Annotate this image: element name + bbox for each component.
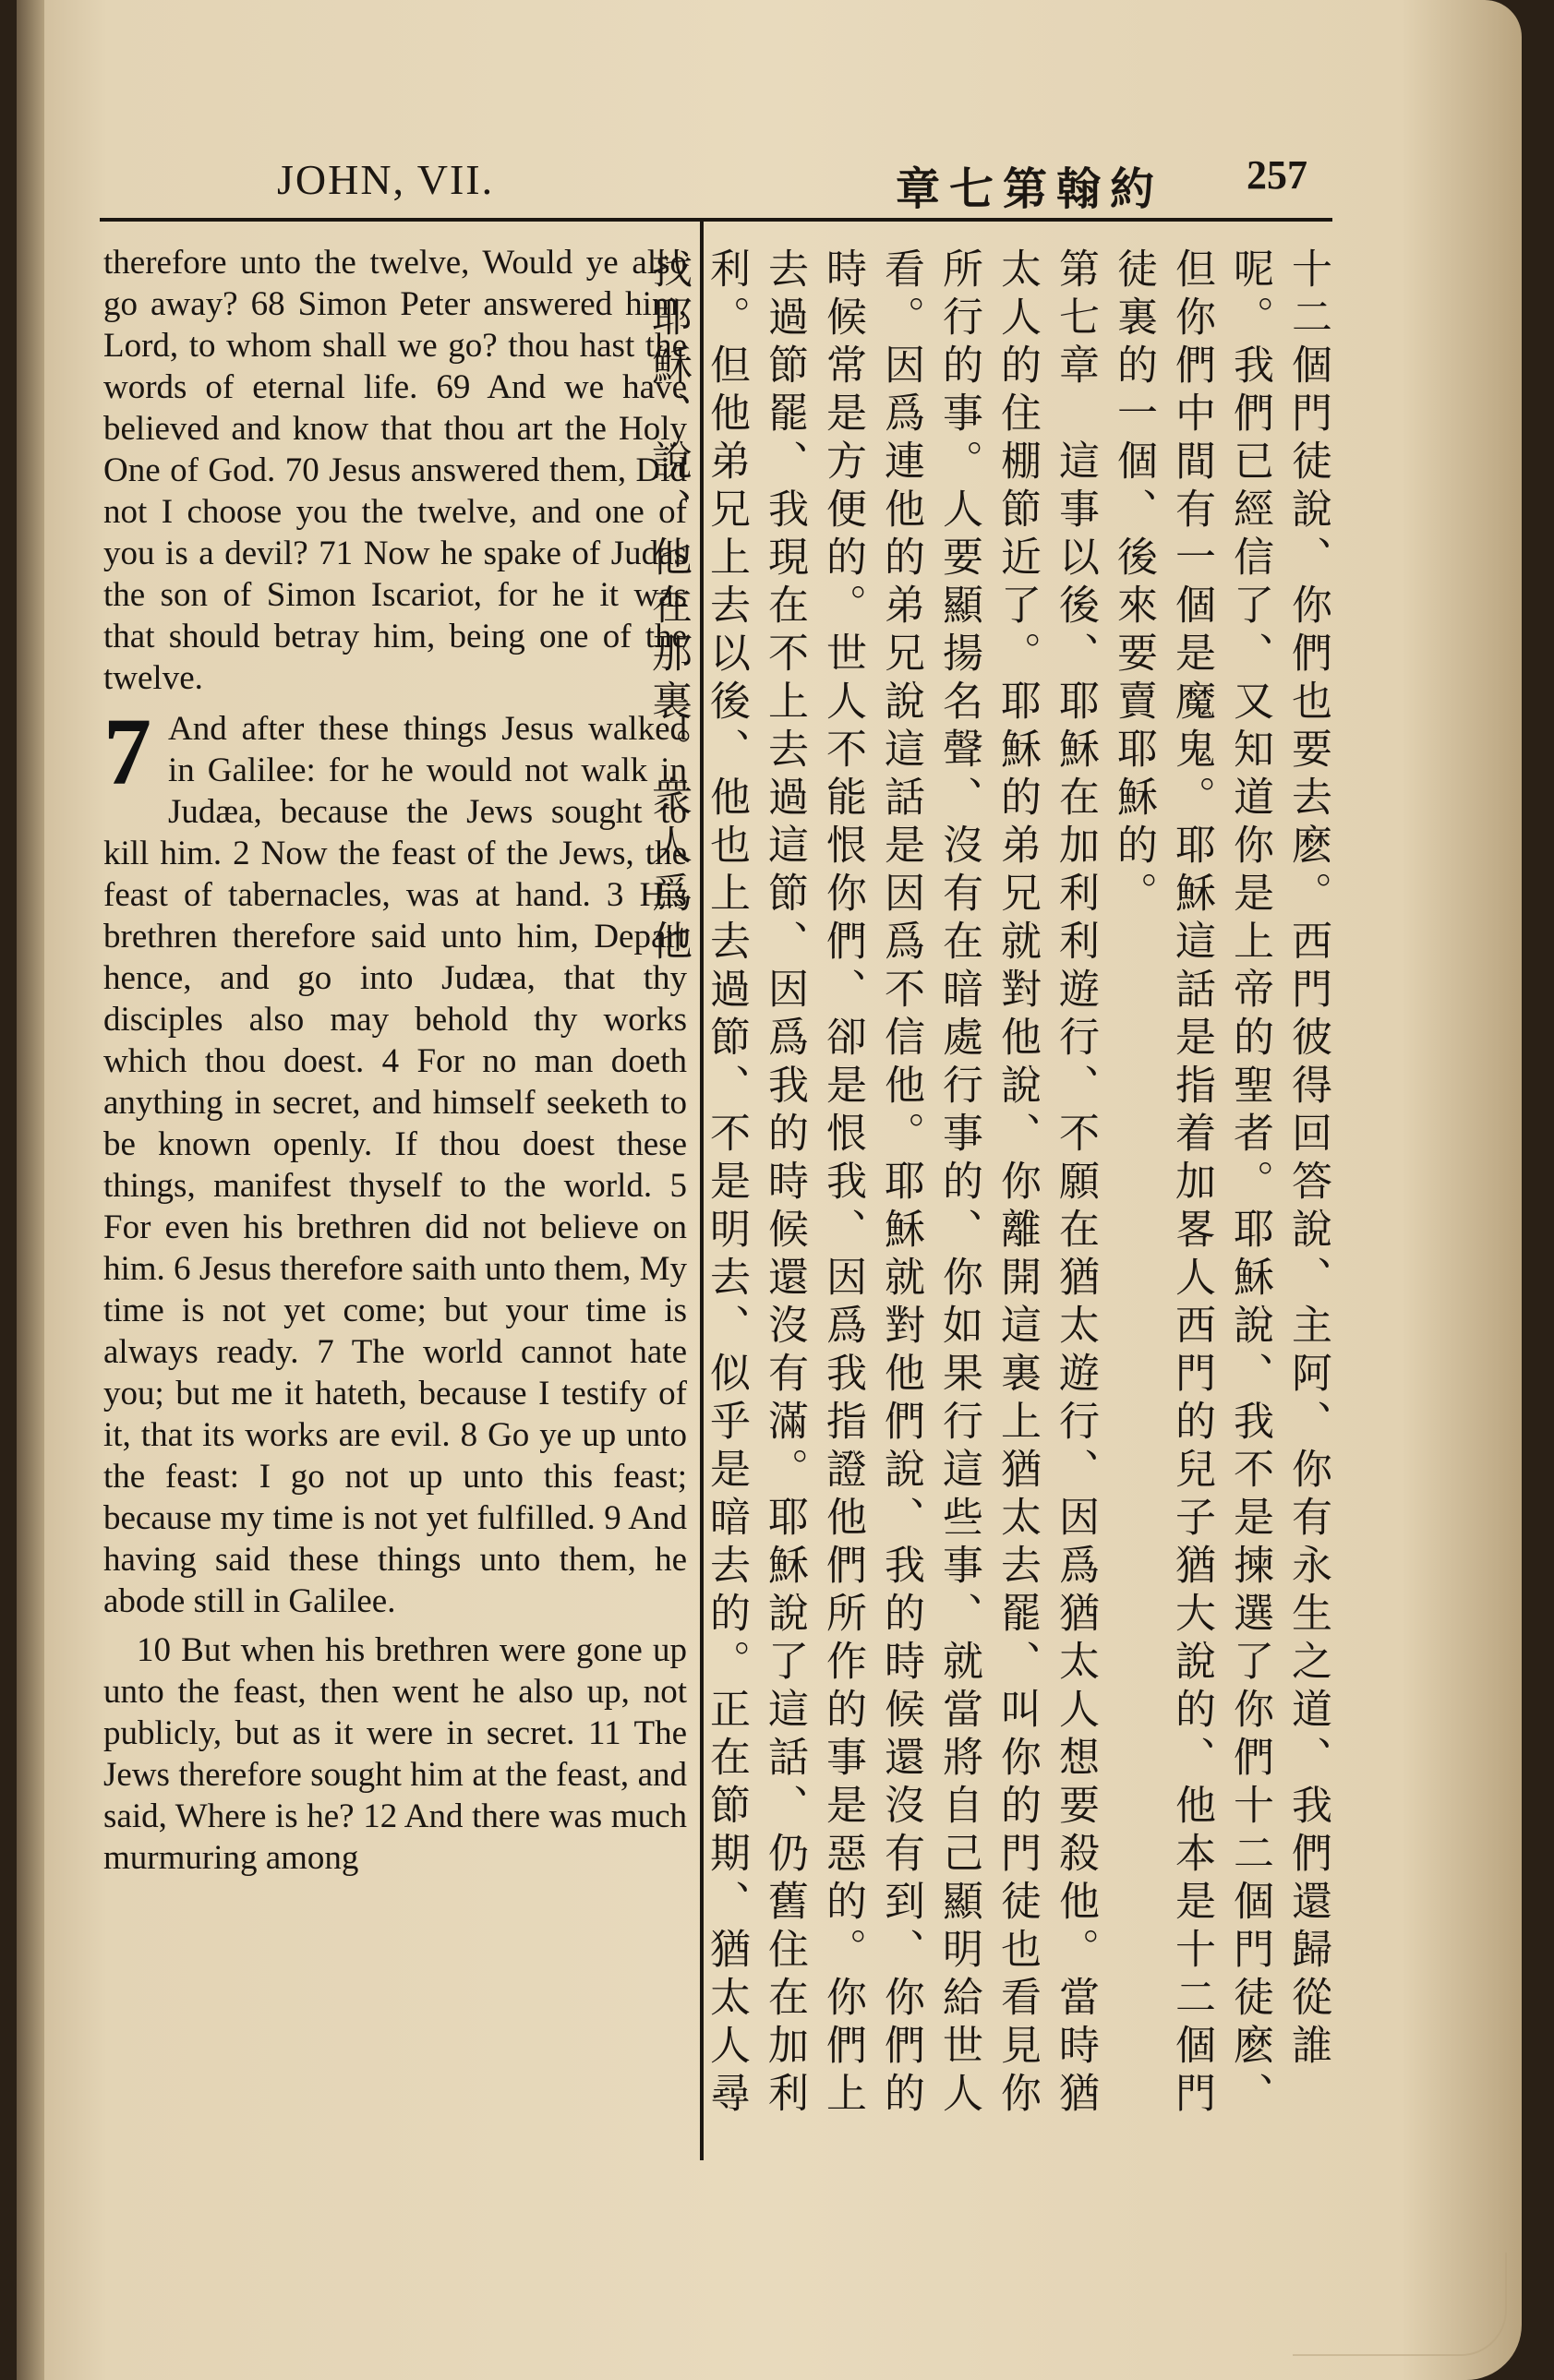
- english-paragraph: 10 But when his brethren were gone up unto the feast, then went he also up, not publicly, but as it were in secret. 11 The Jews therefore sought him at the feast, and said, Where is he? 12 And there was much murmuring among: [103, 1631, 687, 1877]
- page-number: 257: [1247, 152, 1307, 198]
- header-chinese-title: 章七第翰約: [896, 163, 1164, 215]
- header-rule: [100, 218, 1332, 222]
- book-spine: [17, 0, 44, 2380]
- english-chapter-text: And after these things Jesus walked in Galilee: for he would not walk in Judæa, because the Jews sought to kill him. 2 Now the feast of the Jews, the feast of tabernacles, was at hand. 3 His brethren therefore said unto him, Depart hence, and go into Judæa, that thy disciples also may behold thy works which thou doest. 4 For no man doeth anything in secret, and himself seeketh to be known openly. If thou doest these things, manifest thyself to the world. 5 For even his brethren did not believe on him. 6 Jesus therefore saith unto them, My time is not yet come; but your time is always ready. 7 The world cannot hate you; but me it hateth, because I testify of it, that its works are evil. 8 Go ye up unto the feast: I go not up unto this feast; because my time is not yet fulfilled. 9 And having said these things unto them, he abode still in Galilee.: [103, 710, 687, 1620]
- page-corner: [1293, 2253, 1507, 2356]
- english-column: [103, 242, 687, 1879]
- chinese-column: [644, 247, 1337, 2140]
- english-paragraph: therefore unto the twelve, Would ye also go away? 68 Simon Peter answered him, Lord, to whom shall we go? thou hast the words of eternal life. 69 And we have believed and know that thou art the Holy One of God. 70 Jesus answered them, Did not I choose you the twelve, and one of you is a devil? 71 Now he spake of Judas the son of Simon Iscariot, for he it was that should betray him, being one of the twelve.: [103, 244, 687, 697]
- chinese-paragraph: 十二個門徒說、你們也要去麽。西門彼得回答說、主阿、你有永生之道、我們還歸從誰呢。我們已經信了、又知道你是上帝的聖者。耶穌說、我不是揀選了你們十二個門徒麽、但你們中間有一個是魔鬼。耶穌這話是指着加畧人西門的兒子猶大說的、他本是十二個門徒裏的一個、後來要賣耶穌的。: [1110, 247, 1331, 2120]
- english-chapter-paragraph: [103, 699, 687, 1622]
- chapter-dropcap: 7: [103, 699, 151, 805]
- header-english-title: JOHN, VII.: [277, 156, 495, 203]
- chinese-chapter-paragraph: 第七章 這事以後、耶穌在加利利遊行、不願在猶太遊行、因爲猶太人想要殺他。當時猶太人的住棚節近了。耶穌的弟兄就對他說、你離開這裏上猶太去罷、叫你的門徒也看見你所行的事。人要顯揚名聲、沒有在暗處行事的、你如果行這些事、就當將自己顯明給世人看。因爲連他的弟兄說這話是因爲不信他。耶穌就對他們說、我的時候還沒有到、你們的時候常是方便的。世人不能恨你們、卻是恨我、因爲我指證他們所作的事是惡的。你們上去過節罷、我現在不上去過這節、因爲我的時候還沒有滿。耶穌說了這話、仍舊住在加利利。但他弟兄上去以後、他也上去過節、不是明去、似乎是暗去的。正在節期、猶太人尋找耶穌、說、他在那裏。衆人爲他: [644, 247, 1099, 2120]
- running-header: [0, 146, 1554, 215]
